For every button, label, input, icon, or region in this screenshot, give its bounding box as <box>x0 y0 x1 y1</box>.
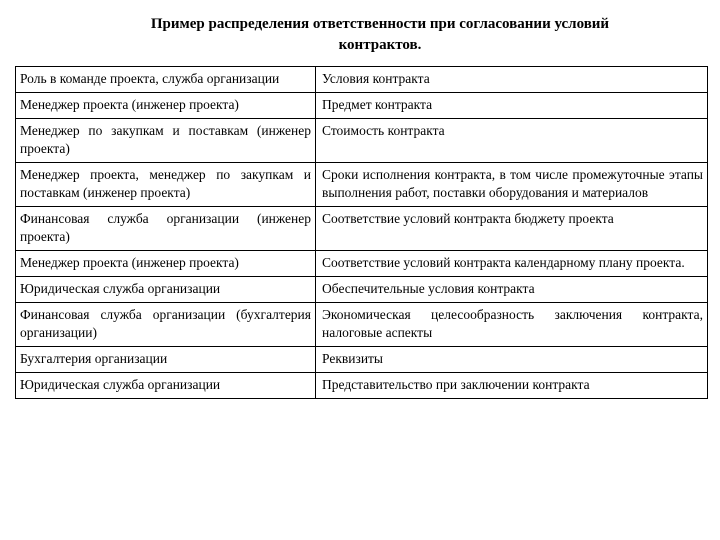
condition-cell: Сроки исполнения контракта, в том числе промежуточные этапы выполнения работ, поставки оборудования и материалов <box>316 163 708 207</box>
table-row <box>16 373 708 399</box>
title-line-2: контрактов. <box>338 37 422 53</box>
table-row <box>16 163 708 207</box>
table-row <box>16 347 708 373</box>
role-cell: Юридическая служба организации <box>16 373 316 399</box>
title-line-1: Пример распределения ответственности при согласовании условий <box>150 16 610 32</box>
role-cell: Бухгалтерия организации <box>16 347 316 373</box>
role-cell: Менеджер проекта (инженер проекта) <box>16 93 316 119</box>
page-title <box>60 14 700 56</box>
table-row <box>16 207 708 251</box>
table-row <box>16 277 708 303</box>
condition-cell: Стоимость контракта <box>316 119 708 163</box>
condition-cell: Экономическая целесообразность заключения контракта, налоговые аспекты <box>316 303 708 347</box>
table-row <box>16 119 708 163</box>
role-cell: Менеджер проекта (инженер проекта) <box>16 251 316 277</box>
table-row <box>16 303 708 347</box>
role-cell: Финансовая служба организации (бухгалтерия организации) <box>16 303 316 347</box>
role-cell: Финансовая служба организации (инженер проекта) <box>16 207 316 251</box>
condition-cell: Обеспечительные условия контракта <box>316 277 708 303</box>
condition-cell: Соответствие условий контракта бюджету проекта <box>316 207 708 251</box>
condition-cell: Реквизиты <box>316 347 708 373</box>
role-cell: Менеджер по закупкам и поставкам (инженер проекта) <box>16 119 316 163</box>
role-cell: Менеджер проекта, менеджер по закупкам и поставкам (инженер проекта) <box>16 163 316 207</box>
table-row <box>16 93 708 119</box>
condition-cell: Соответствие условий контракта календарному плану проекта. <box>316 251 708 277</box>
condition-cell: Предмет контракта <box>316 93 708 119</box>
header-role-cell: Роль в команде проекта, служба организации <box>16 67 316 93</box>
condition-cell: Представительство при заключении контракта <box>316 373 708 399</box>
table-header-row <box>16 67 708 93</box>
responsibility-table <box>15 66 708 399</box>
header-condition-cell: Условия контракта <box>316 67 708 93</box>
table-row <box>16 251 708 277</box>
role-cell: Юридическая служба организации <box>16 277 316 303</box>
